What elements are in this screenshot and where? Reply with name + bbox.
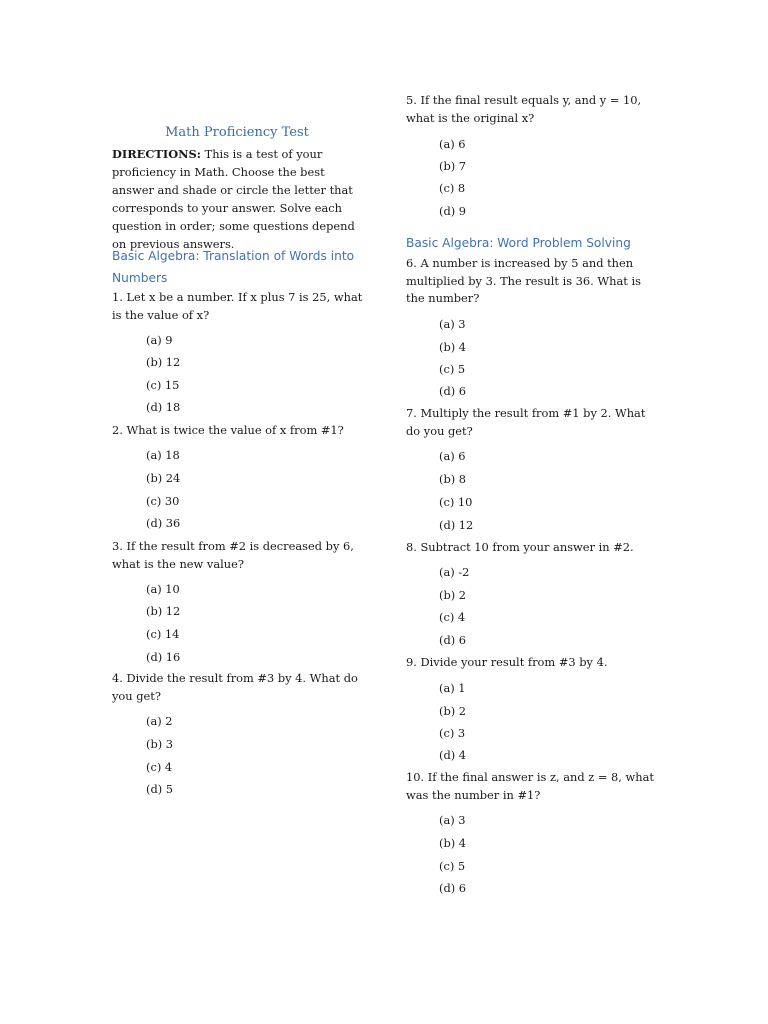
q4-option-d[interactable]: (d) 5 — [146, 782, 174, 796]
question-1: 1. Let x be a number. If x plus 7 is 25, what is the value of x? — [112, 290, 363, 322]
q1-option-b[interactable]: (b) 12 — [146, 355, 181, 369]
q8-option-d[interactable]: (d) 6 — [439, 633, 467, 647]
q3-option-c[interactable]: (c) 14 — [146, 627, 180, 641]
q2-option-a[interactable]: (a) 18 — [146, 448, 180, 462]
section-heading-translation: Basic Algebra: Translation of Words into Numbers — [112, 249, 355, 285]
q2-option-c[interactable]: (c) 30 — [146, 494, 180, 508]
q1-option-c[interactable]: (c) 15 — [146, 378, 180, 392]
q5-option-a[interactable]: (a) 6 — [439, 137, 466, 151]
question-2: 2. What is twice the value of x from #1? — [112, 423, 344, 437]
q8-option-b[interactable]: (b) 2 — [439, 588, 467, 602]
q7-option-a[interactable]: (a) 6 — [439, 449, 466, 463]
q1-option-d[interactable]: (d) 18 — [146, 400, 181, 414]
q2-option-d[interactable]: (d) 36 — [146, 516, 181, 530]
q6-option-d[interactable]: (d) 6 — [439, 384, 467, 398]
q10-option-d[interactable]: (d) 6 — [439, 881, 467, 895]
q5-option-b[interactable]: (b) 7 — [439, 159, 467, 173]
q10-option-c[interactable]: (c) 5 — [439, 859, 466, 873]
q9-option-c[interactable]: (c) 3 — [439, 726, 466, 740]
q8-option-c[interactable]: (c) 4 — [439, 610, 466, 624]
q8-option-a[interactable]: (a) -2 — [439, 565, 470, 579]
directions-text: This is a test of your proficiency in Math. Choose the best answer and shade or circle the letter that corresponds to your answer. Solve each question in order; some questions depend on previous answers. — [112, 147, 355, 251]
q7-option-d[interactable]: (d) 12 — [439, 518, 474, 532]
question-5: 5. If the final result equals y, and y = 10, what is the original x? — [406, 93, 642, 125]
directions — [112, 145, 364, 253]
page-title: Math Proficiency Test — [165, 125, 309, 140]
q4-option-a[interactable]: (a) 2 — [146, 714, 173, 728]
question-3: 3. If the result from #2 is decreased by 6, what is the new value? — [112, 539, 354, 571]
q9-option-a[interactable]: (a) 1 — [439, 681, 466, 695]
q3-option-b[interactable]: (b) 12 — [146, 604, 181, 618]
question-9: 9. Divide your result from #3 by 4. — [406, 655, 608, 669]
q7-option-b[interactable]: (b) 8 — [439, 472, 467, 486]
question-4: 4. Divide the result from #3 by 4. What do you get? — [112, 671, 358, 703]
q6-option-b[interactable]: (b) 4 — [439, 340, 467, 354]
q5-option-d[interactable]: (d) 9 — [439, 204, 467, 218]
q4-option-c[interactable]: (c) 4 — [146, 760, 173, 774]
q1-option-a[interactable]: (a) 9 — [146, 333, 173, 347]
q9-option-b[interactable]: (b) 2 — [439, 704, 467, 718]
question-10: 10. If the final answer is z, and z = 8, what was the number in #1? — [406, 770, 654, 802]
q3-option-d[interactable]: (d) 16 — [146, 650, 181, 664]
q2-option-b[interactable]: (b) 24 — [146, 471, 181, 485]
q4-option-b[interactable]: (b) 3 — [146, 737, 174, 751]
q10-option-a[interactable]: (a) 3 — [439, 813, 466, 827]
directions-label: DIRECTIONS: — [112, 147, 201, 161]
q6-option-c[interactable]: (c) 5 — [439, 362, 466, 376]
q6-option-a[interactable]: (a) 3 — [439, 317, 466, 331]
question-7: 7. Multiply the result from #1 by 2. What do you get? — [406, 406, 646, 438]
section-heading-word-problems: Basic Algebra: Word Problem Solving — [406, 236, 631, 250]
question-8: 8. Subtract 10 from your answer in #2. — [406, 540, 634, 554]
q10-option-b[interactable]: (b) 4 — [439, 836, 467, 850]
q9-option-d[interactable]: (d) 4 — [439, 748, 467, 762]
q3-option-a[interactable]: (a) 10 — [146, 582, 180, 596]
question-6: 6. A number is increased by 5 and then multiplied by 3. The result is 36. What is the number? — [406, 256, 641, 305]
q7-option-c[interactable]: (c) 10 — [439, 495, 473, 509]
q5-option-c[interactable]: (c) 8 — [439, 181, 466, 195]
